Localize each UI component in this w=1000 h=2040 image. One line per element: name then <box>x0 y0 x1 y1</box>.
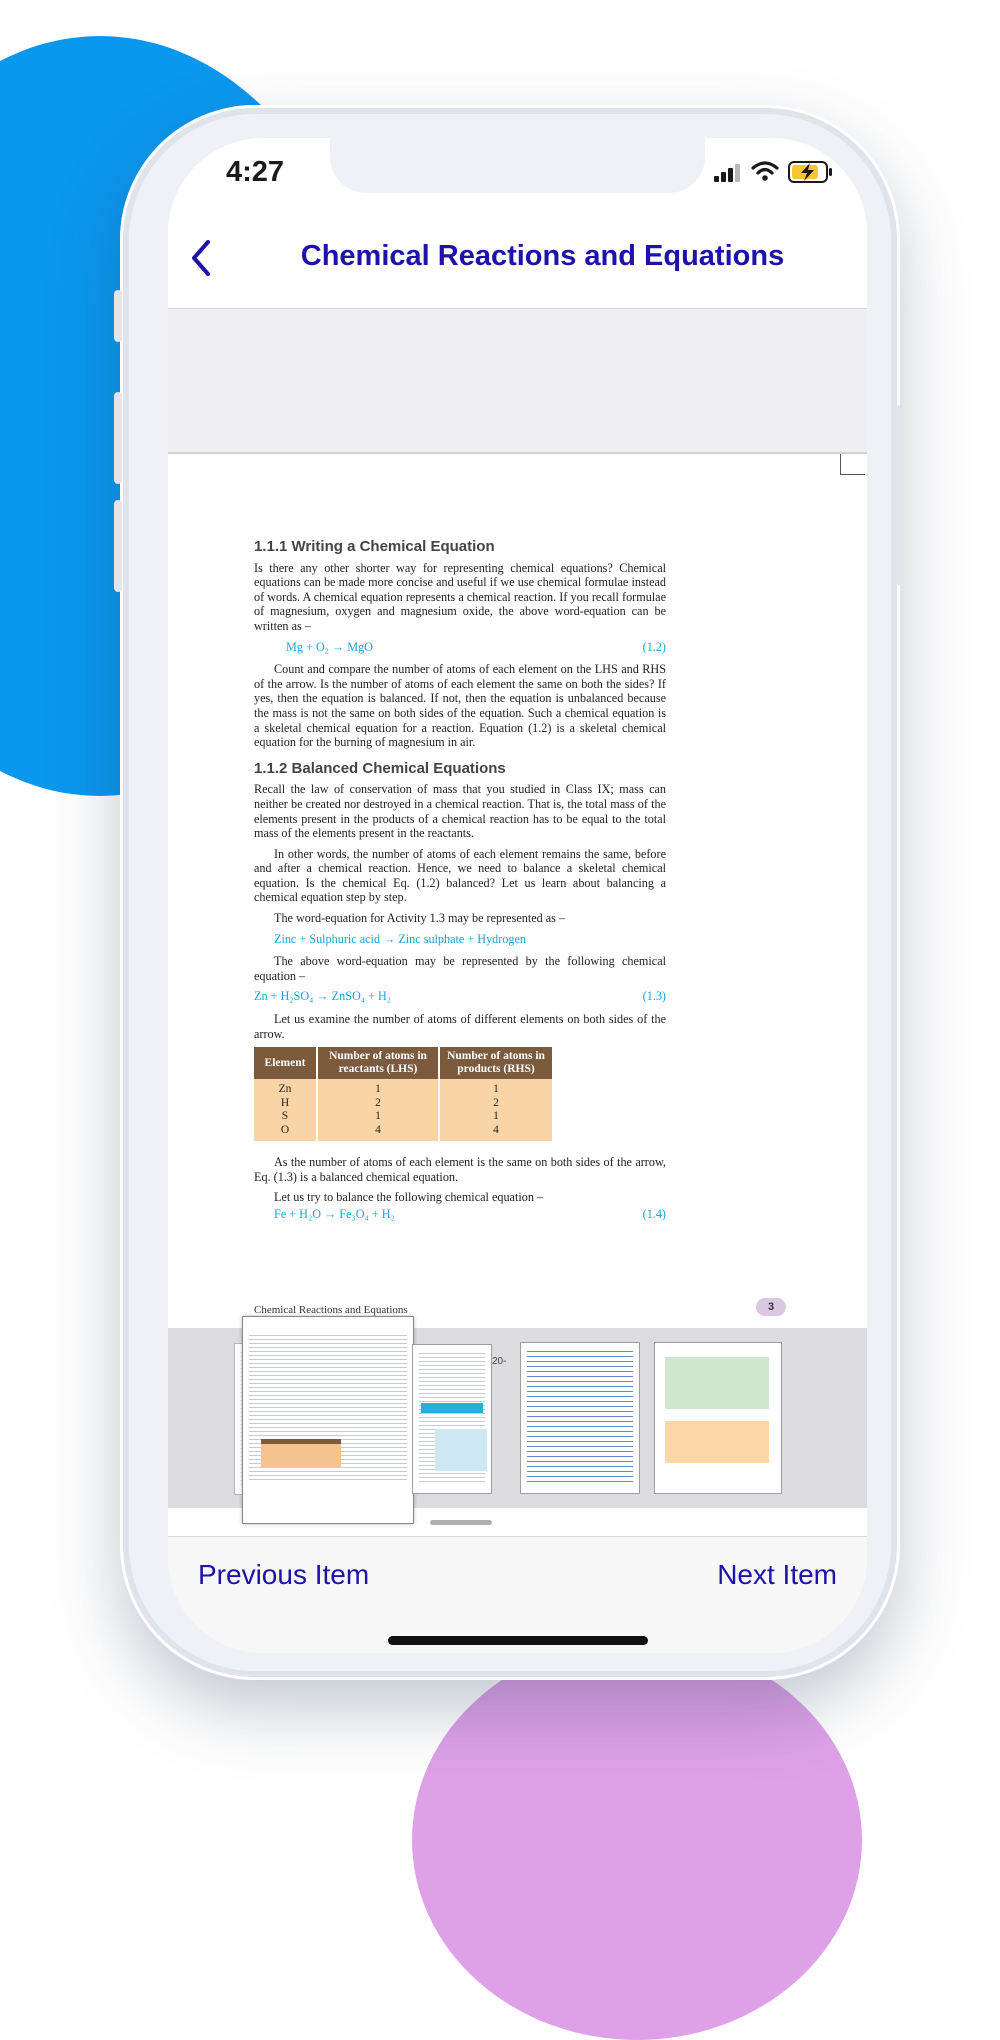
paragraph: Is there any other shorter way for representing chemical equations? Chemical equations can be made more concise and useful if we use chemical formulae instead of words. A chemical equation represents a chemical reaction. If you recall formulae of magnesium, oxygen and magnesium oxide, the above word-equation can be written as – <box>254 560 666 633</box>
thumbnail-orange-box <box>665 1421 769 1463</box>
table-header-cell: Number of atoms in products (RHS) <box>439 1047 552 1079</box>
table-header-cell: Element <box>254 1047 317 1079</box>
equation-number: (1.3) <box>642 989 666 1004</box>
paragraph: As the number of atoms of each element is the same on both sides of the arrow, Eq. (1.3) is a balanced chemical equation. <box>254 1155 666 1184</box>
battery-charging-icon <box>788 160 836 184</box>
equation-number: (1.2) <box>642 639 666 654</box>
table-cell: 2 <box>317 1097 439 1111</box>
paragraph: The above word-equation may be represented by the following chemical equation – <box>254 954 666 983</box>
wifi-icon <box>750 160 780 182</box>
page-footer-title: Chemical Reactions and Equations <box>254 1304 408 1316</box>
phone-screen <box>168 138 867 1653</box>
page-corner-mark <box>840 454 865 475</box>
phone-power-button <box>896 405 904 585</box>
phone-volume-down-button <box>114 500 122 592</box>
equation-text: Zinc + Sulphuric acid → Zinc sulphate + Hydrogen <box>274 931 527 946</box>
thumbnail-page-4[interactable] <box>412 1344 492 1494</box>
section-heading: 1.1.1 Writing a Chemical Equation <box>254 538 495 555</box>
thumbnail-strip[interactable] <box>168 1328 867 1508</box>
equation-text: Zn + H₂SO₄ → ZnSO₄ + H₂ <box>254 989 392 1004</box>
table-cell: 1 <box>317 1079 439 1097</box>
table-cell: 1 <box>439 1110 552 1124</box>
thumbnail-activity-panel <box>435 1429 487 1471</box>
back-button[interactable] <box>180 228 224 288</box>
background-pink-blob <box>412 1640 862 2040</box>
next-item-button[interactable]: Next Item <box>717 1559 837 1590</box>
word-equation <box>254 932 666 947</box>
page-number-badge: 3 <box>756 1298 786 1316</box>
atoms-table <box>254 1047 552 1141</box>
thumbnail-partial-label: 20- <box>492 1356 507 1367</box>
equation-number: (1.4) <box>642 1207 666 1221</box>
previous-item-button[interactable]: Previous Item <box>198 1559 370 1590</box>
equation-1-3 <box>254 989 666 1004</box>
table-cell: 2 <box>439 1097 552 1111</box>
table-header-cell: Number of atoms in reactants (LHS) <box>317 1047 439 1079</box>
equation-text: Mg + O₂ → MgO <box>286 639 373 654</box>
table-row <box>254 1110 552 1124</box>
thumbnail-link-lines <box>527 1351 633 1485</box>
thumbnail-green-box <box>665 1357 769 1409</box>
document-gap <box>168 309 867 454</box>
paragraph: Recall the law of conservation of mass that you studied in Class IX; mass can neither be created nor destroyed in a chemical reaction. That is, the total mass of the elements present in the products of a chemical reaction has to be equal to the total mass of the elements present in the reactants. <box>254 782 666 841</box>
home-indicator[interactable] <box>388 1636 648 1645</box>
equation-1-4 <box>254 1207 666 1222</box>
table-cell: Zn <box>254 1079 317 1097</box>
paragraph: Let us try to balance the following chemical equation – <box>274 1190 544 1205</box>
table-header-row <box>254 1047 552 1079</box>
thumbnail-table <box>261 1439 341 1468</box>
equation-text: Fe + H₂O → Fe₃O₄ + H₂ <box>274 1207 395 1221</box>
status-time: 4:27 <box>226 156 285 188</box>
table-cell: 4 <box>439 1124 552 1142</box>
table-cell: 4 <box>317 1124 439 1142</box>
table-cell: 1 <box>317 1110 439 1124</box>
equation-1-2 <box>254 640 666 655</box>
table-row <box>254 1124 552 1142</box>
table-row <box>254 1079 552 1097</box>
cellular-signal-icon <box>714 162 744 184</box>
paragraph: Count and compare the number of atoms of each element on the LHS and RHS of the arrow. Is the number of atoms of each element the same on both the sides? If yes, then the equation is balanced. If not, then the equation is unbalanced because the mass is not the same on both sides of the equation. Such a chemical equation is a skeletal chemical equation for a reaction. Equation (1.2) is a skeletal chemical equation for the burning of magnesium in air. <box>254 662 666 750</box>
document-page[interactable] <box>168 454 867 1344</box>
phone-silent-switch <box>114 290 122 342</box>
thumbnail-activity-box <box>421 1403 483 1413</box>
table-cell: S <box>254 1110 317 1124</box>
thumbnail-page-5[interactable] <box>520 1342 640 1494</box>
status-icons <box>714 160 839 184</box>
paragraph: In other words, the number of atoms of each element remains the same, before and after a chemical reaction. Hence, we need to balance a skeletal chemical equation. Is the chemical Eq. (1.2) balanced? Let us learn about balancing a chemical equation step by step. <box>254 846 666 905</box>
document-content <box>254 540 666 1230</box>
drawer-handle[interactable] <box>430 1520 492 1525</box>
paragraph: Let us examine the number of atoms of different elements on both sides of the arrow. <box>254 1012 666 1041</box>
table-cell: 1 <box>439 1079 552 1097</box>
thumbnail-page-6[interactable] <box>654 1342 782 1494</box>
phone-notch <box>330 138 705 193</box>
section-heading: 1.1.2 Balanced Chemical Equations <box>254 759 506 777</box>
table-cell: O <box>254 1124 317 1142</box>
thumbnail-current-page[interactable] <box>242 1316 414 1524</box>
paragraph: The word-equation for Activity 1.3 may be represented as – <box>274 911 566 926</box>
table-row <box>254 1097 552 1111</box>
nav-header <box>168 208 867 309</box>
table-cell: H <box>254 1097 317 1111</box>
chevron-left-icon <box>180 228 224 288</box>
page-title: Chemical Reactions and Equations <box>300 240 785 272</box>
phone-volume-up-button <box>114 392 122 484</box>
